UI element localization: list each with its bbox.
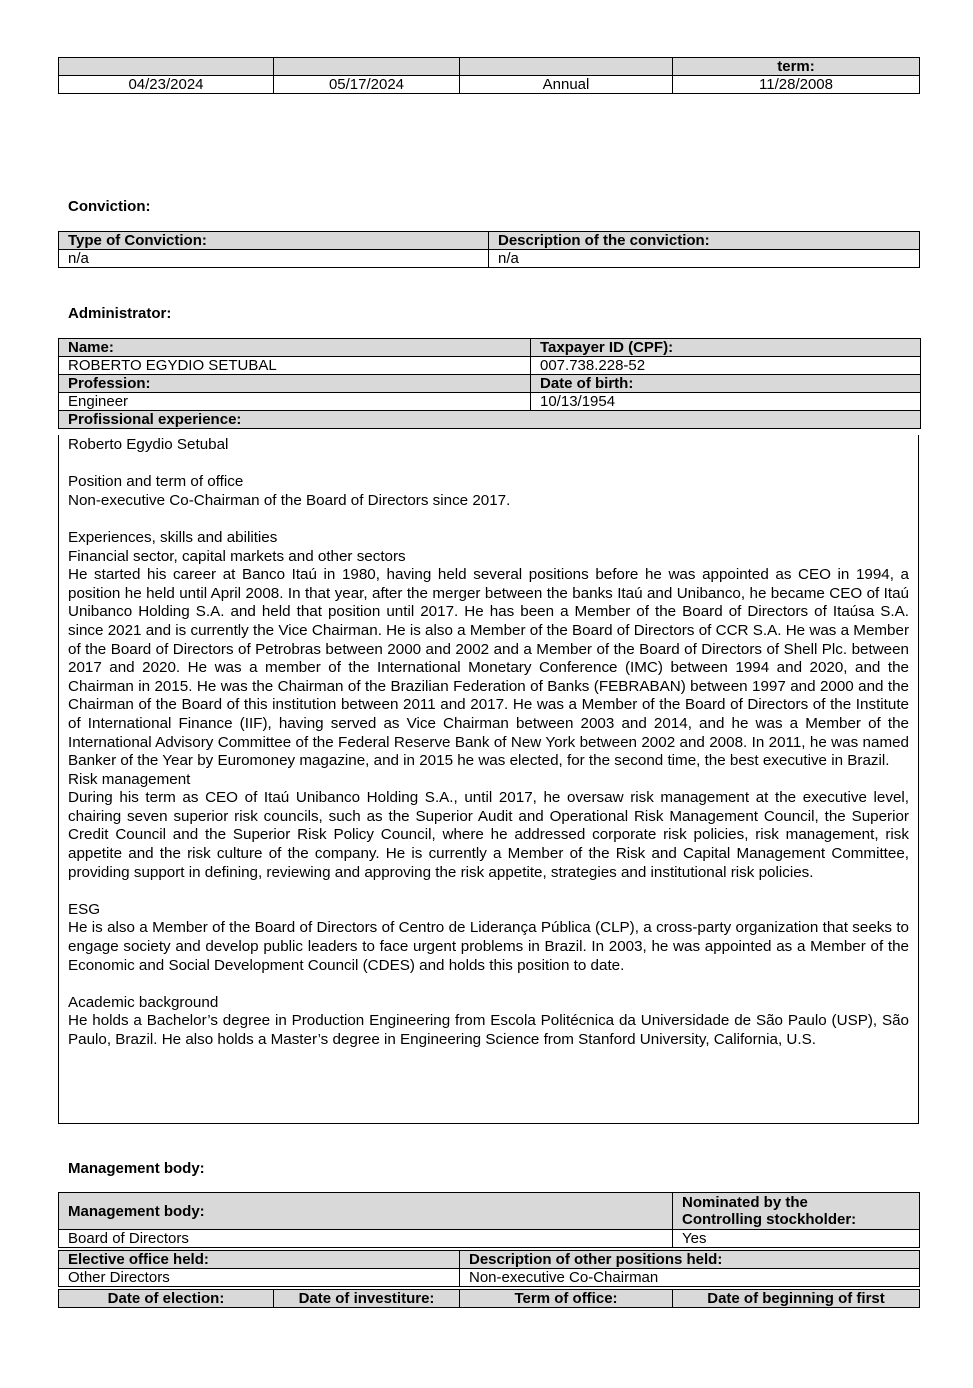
nominated-value: Yes (673, 1230, 920, 1248)
date-of-election-header: Date of election: (59, 1290, 274, 1308)
term-of-office-value: Annual (460, 76, 673, 94)
conviction-table (58, 231, 920, 268)
conviction-type-value: n/a (59, 250, 489, 268)
name-header: Name: (59, 339, 531, 357)
term-dates-table (58, 1289, 920, 1308)
first-term-header: Date of beginning of first (673, 1290, 920, 1308)
other-positions-value: Non-executive Co-Chairman (460, 1269, 920, 1287)
experience-name-line: Roberto Egydio Setubal (68, 436, 229, 453)
first-term-date-value: 11/28/2008 (673, 76, 920, 94)
management-body-value: Board of Directors (59, 1230, 673, 1248)
other-positions-header: Description of other positions held: (460, 1251, 920, 1269)
career-paragraph: He started his career at Banco Itaú in 1980, having held several positions before he was appointed as CEO in 1994, a position he held until April 2008. In that year, after the merger between the banks Itaú and Unibanco, he became CEO of Itaú Unibanco Holding S.A. and held that position until 2017. He has been a Member of the Board of Directors of Itaúsa S.A. since 2021 and is currently the Vice Chairman. He is also a Member of the Board of Directors of CCR S.A. He was a Member of the Board of Directors of Petrobras between 2000 and 2002 and a Member of the Board of Directors of Shell Plc. between 2017 and 2020. He was a member of the International Monetary Conference (IMC) between 1994 and 2020, and the Chairman in 2015. He was the Chairman of the Brazilian Federation of Banks (FEBRABAN) between 1997 and 2000 and the Chairman of the Board of this institution between 2011 and 2017. He was a Member of the Board of Directors of the Institute of International Finance (IIF), having served as Vice Chairman between 2003 and 2014, and he was a Member of the International Advisory Committee of the Federal Reserve Bank of New York between 2002 and 2008. In 2011, he was named Banker of the Year by Euromoney magazine, and in 2015 he was elected, for the second time, the best executive in Brazil. (68, 566, 909, 770)
blank-header-2 (274, 58, 460, 76)
academic-title: Academic background (68, 993, 219, 1011)
conviction-description-header: Description of the conviction: (489, 232, 920, 250)
first-term-header-continued: term: (673, 58, 920, 76)
cpf-value: 007.738.228-52 (531, 357, 921, 375)
blank-header-1 (59, 58, 274, 76)
elective-office-value: Other Directors (59, 1269, 460, 1287)
cpf-header: Taxpayer ID (CPF): (531, 339, 921, 357)
sector-title: Financial sector, capital markets and other sectors (68, 547, 406, 565)
term-of-office-header: Term of office: (460, 1290, 673, 1308)
skills-title: Experiences, skills and abilities (68, 528, 278, 546)
nominated-header-line1: Nominated by the (682, 1194, 808, 1211)
administrator-table (58, 338, 921, 429)
professional-experience-text (58, 435, 919, 1124)
dob-header: Date of birth: (531, 375, 921, 393)
esg-paragraph: He is also a Member of the Board of Directors of Centro de Liderança Pública (CLP), a cross-party organization that seeks to engage society and develop public leaders to face urgent problems in Brazil. In 2003, he was appointed as a Member of the Economic and Social Development Council (CDES) and holds this position to date. (68, 919, 909, 974)
elective-office-table (58, 1250, 920, 1287)
elective-office-header: Elective office held: (59, 1251, 460, 1269)
administrator-section-title: Administrator: (68, 305, 172, 322)
previous-term-table (58, 57, 920, 94)
dob-value: 10/13/1954 (531, 393, 921, 411)
conviction-description-value: n/a (489, 250, 920, 268)
management-body-table (58, 1192, 920, 1248)
profession-header: Profession: (59, 375, 531, 393)
experience-header: Profissional experience: (59, 411, 921, 429)
risk-title: Risk management (68, 770, 191, 788)
nominated-header (673, 1193, 920, 1230)
conviction-type-header: Type of Conviction: (59, 232, 489, 250)
risk-paragraph: During his term as CEO of Itaú Unibanco Holding S.A., until 2017, he oversaw risk management at the executive level, chairing seven superior risk councils, such as the Superior Audit and Operational Risk Management Council, the Superior Credit Council and the Superior Risk Policy Council, where he addressed corporate risk policies, risk management, risk appetite and the risk culture of the company. He is currently a Member of the Risk and Capital Management Committee, providing support in defining, reviewing and approving the risk appetite, strategies and institutional risk policies. (68, 789, 909, 881)
conviction-section-title: Conviction: (68, 198, 151, 215)
management-body-header: Management body: (59, 1193, 673, 1230)
position-title: Position and term of office (68, 473, 244, 491)
management-body-section-title: Management body: (68, 1160, 205, 1177)
date-of-investiture-value: 05/17/2024 (274, 76, 460, 94)
blank-header-3 (460, 58, 673, 76)
date-of-investiture-header: Date of investiture: (274, 1290, 460, 1308)
esg-title: ESG (68, 900, 101, 918)
date-of-election-value: 04/23/2024 (59, 76, 274, 94)
academic-paragraph: He holds a Bachelor’s degree in Production Engineering from Escola Politécnica da Universidade de São Paulo (USP), São Paulo, Brazil. He also holds a Master’s degree in Engineering Science from Stanford University, California, U.S. (68, 1012, 909, 1048)
profession-value: Engineer (59, 393, 531, 411)
position-text: Non-executive Co-Chairman of the Board of Directors since 2017. (68, 491, 511, 509)
name-value: ROBERTO EGYDIO SETUBAL (59, 357, 531, 375)
nominated-header-line2: Controlling stockholder: (682, 1211, 857, 1228)
